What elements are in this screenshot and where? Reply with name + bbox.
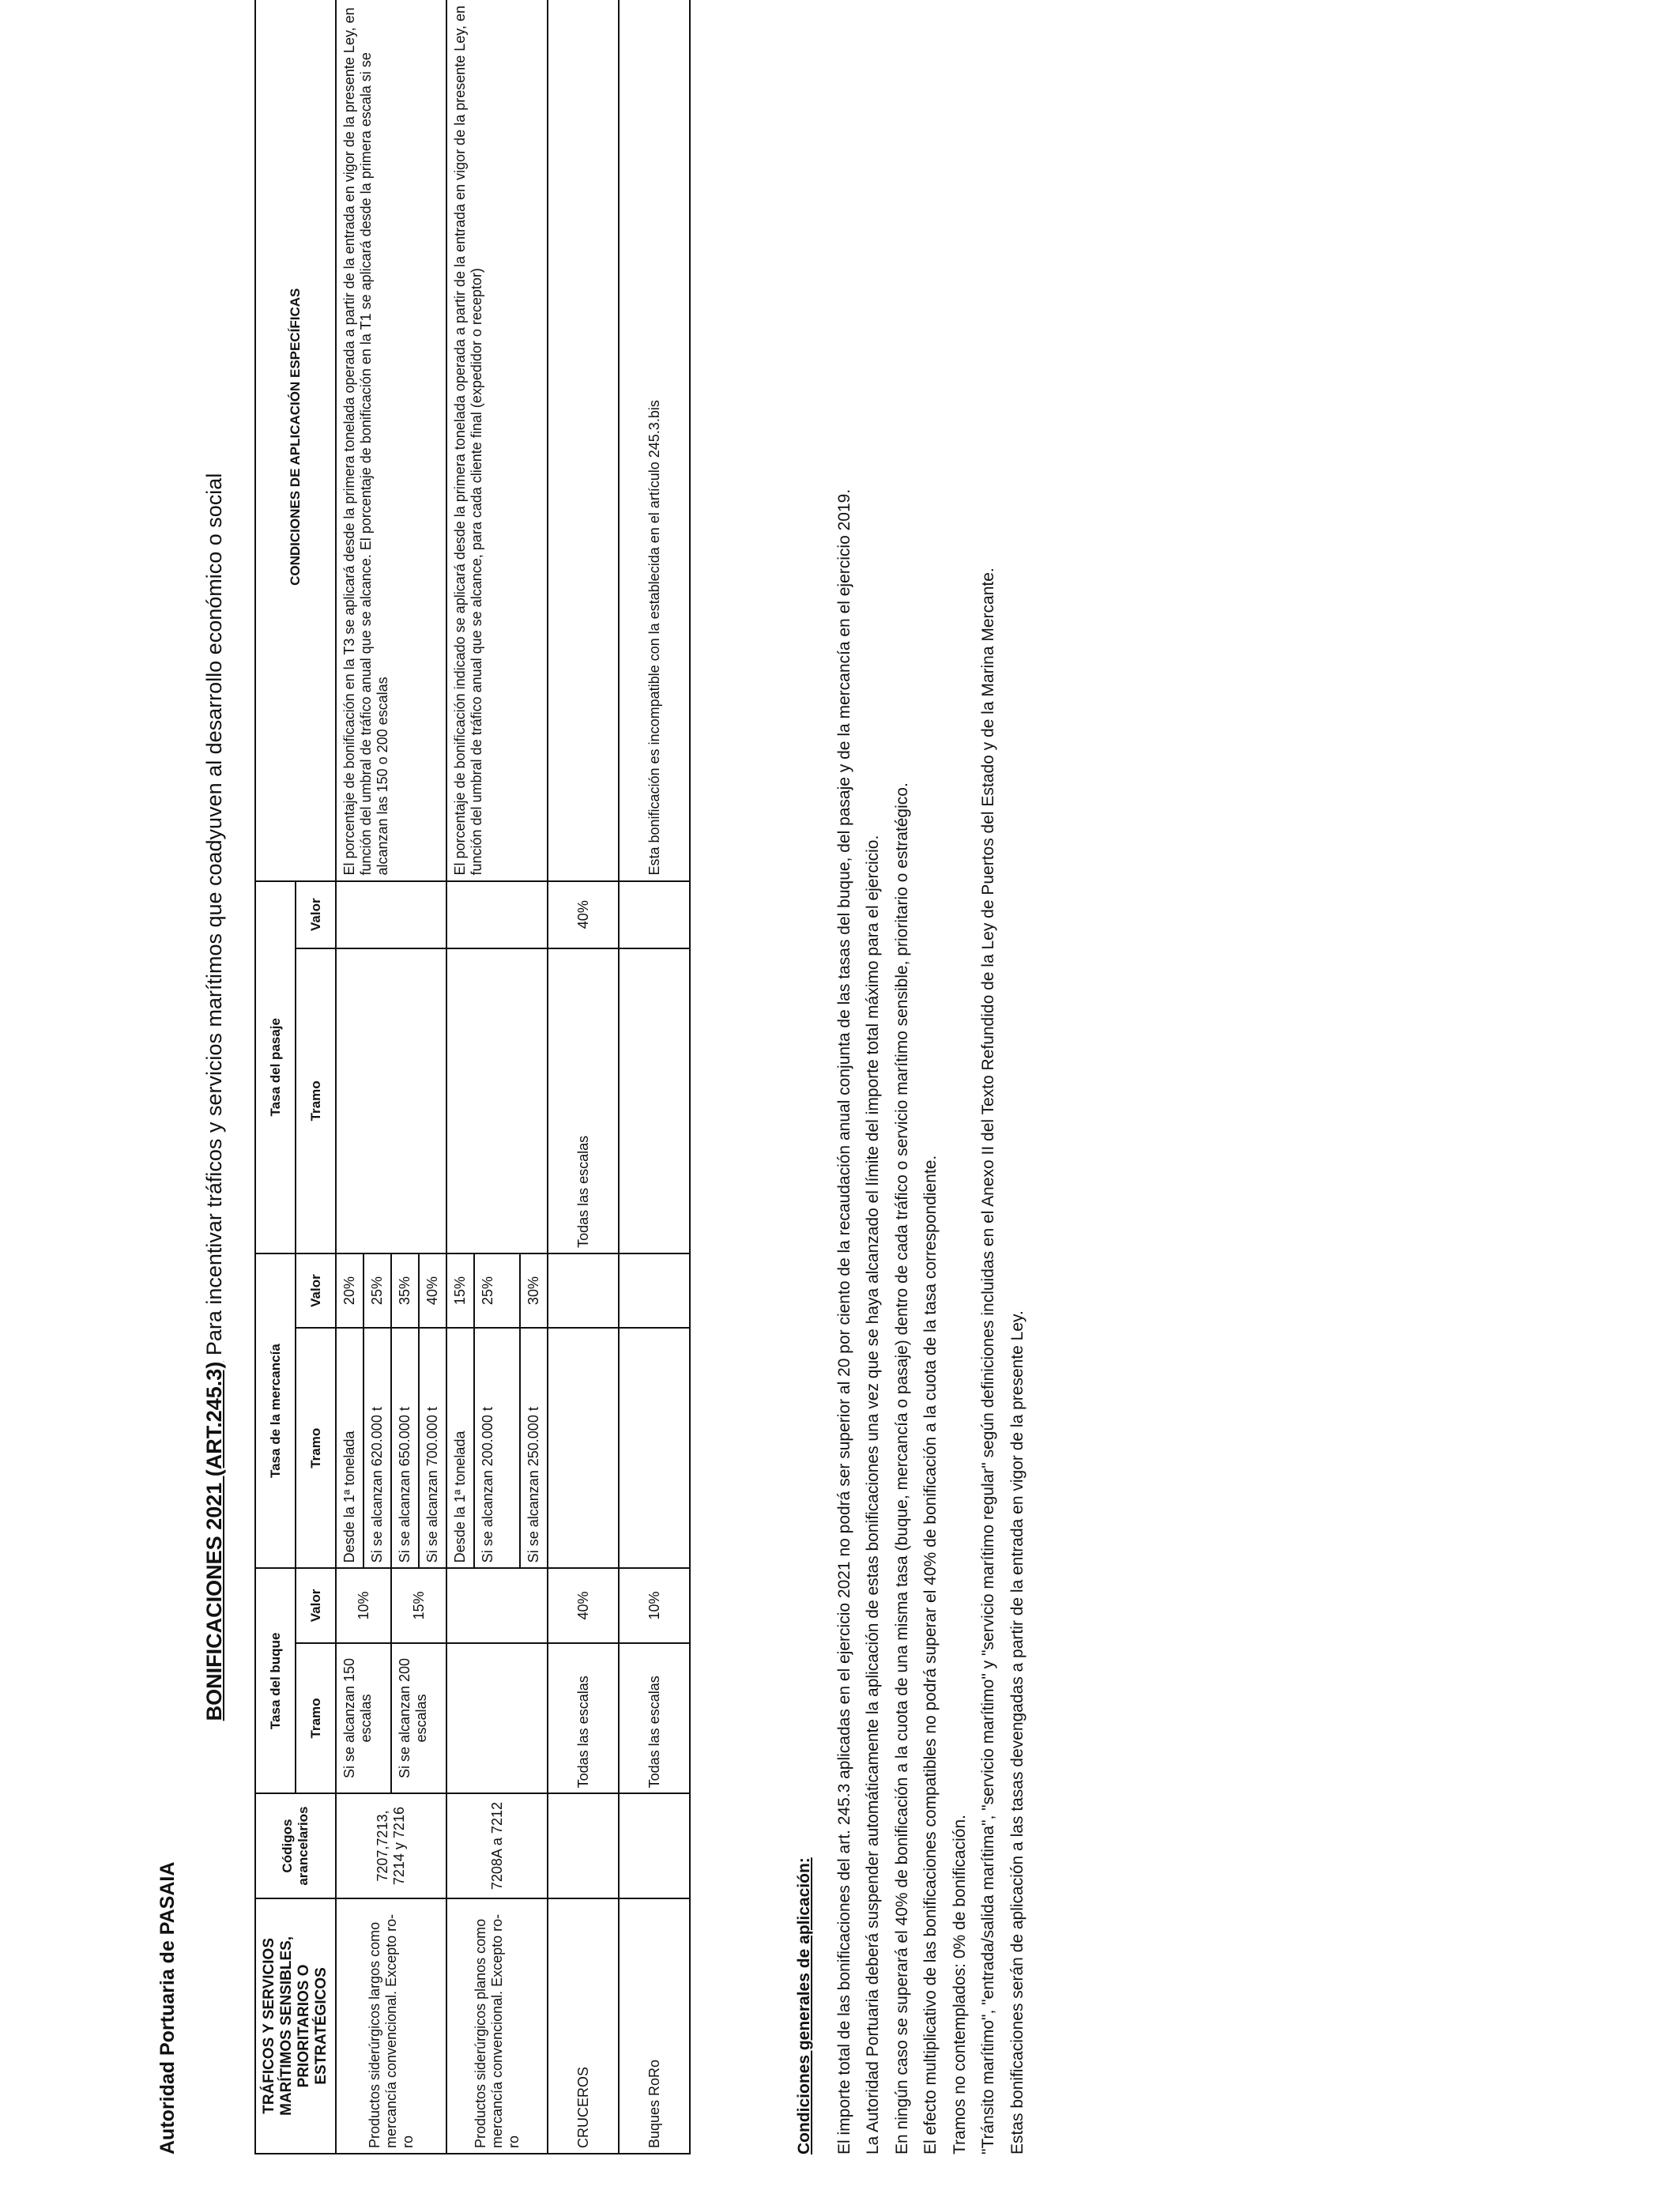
goods-tramo-cell: [548, 1328, 619, 1568]
conditions-cell: El porcentaje de bonificación indicado se aplicará desde la primera tonelada operada a partir de la entrada en vigor de la presente Ley, en función del umbral de tráfico anual que se alcance, para cada cliente final (expedidor o receptor): [446, 0, 548, 881]
ship-valor-cell: 10%: [619, 1568, 690, 1642]
header-row-1: [255, 0, 296, 2154]
goods-valor-cell: 15%: [446, 1253, 474, 1328]
passenger-valor-cell: [446, 881, 548, 948]
goods-tramo-cell: Desde la 1ª tonelada: [446, 1328, 474, 1568]
table-row: [619, 0, 690, 2154]
general-conditions: [790, 21, 1032, 2154]
ship-tramo-cell: Todas las escalas: [548, 1643, 619, 1794]
goods-tramo-cell: Si se alcanzan 250.000 t: [520, 1328, 548, 1568]
conditions-cell: [548, 0, 619, 881]
header-passenger-tramo: Tramo: [296, 948, 336, 1253]
ship-valor-cell: 10%: [336, 1568, 391, 1642]
page-title: [202, 0, 227, 2194]
ship-valor-cell: 15%: [391, 1568, 446, 1642]
goods-tramo-cell: Si se alcanzan 650.000 t: [391, 1328, 419, 1568]
goods-valor-cell: [548, 1253, 619, 1328]
goods-valor-cell: [619, 1253, 690, 1328]
table-row: [336, 0, 363, 2154]
goods-tramo-cell: Si se alcanzan 620.000 t: [363, 1328, 391, 1568]
ship-tramo-cell: [446, 1643, 548, 1794]
general-condition-line: El importe total de las bonificaciones del art. 245.3 aplicadas en el ejercicio 2021 no podrá ser superior al 20 por ciento de la recaudación anual conjunta de las tasas del buque, del pasaje y de la mercancía en el ejercicio 2019.: [834, 488, 853, 2154]
ship-valor-cell: 40%: [548, 1568, 619, 1642]
passenger-tramo-cell: Todas las escalas: [548, 948, 619, 1253]
header-traffic: TRÁFICOS Y SERVICIOS MARÍTIMOS SENSIBLES, PRIORITARIOS O ESTRATÉGICOS: [255, 1898, 336, 2154]
traffic-cell: Buques RoRo: [619, 1898, 690, 2154]
general-condition-line: La Autoridad Portuaria deberá suspender automáticamente la aplicación de estas bonificaciones una vez que se haya alcanzado el límite del importe total máximo para el ejercicio.: [864, 835, 882, 2154]
goods-tramo-cell: Si se alcanzan 200.000 t: [474, 1328, 520, 1568]
general-conditions-heading: Condiciones generales de aplicación:: [795, 1857, 813, 2154]
authority-name: Autoridad Portuaria de PASAIA: [156, 1861, 179, 2154]
general-condition-line: Tramos no contemplados: 0% de bonificación.: [950, 1815, 969, 2154]
goods-valor-cell: 30%: [520, 1253, 548, 1328]
codes-cell: [548, 1793, 619, 1898]
goods-valor-cell: 25%: [363, 1253, 391, 1328]
ship-tramo-cell: Todas las escalas: [619, 1643, 690, 1794]
header-goods-fee: Tasa de la mercancía: [255, 1253, 296, 1568]
header-ship-valor: Valor: [296, 1568, 336, 1642]
traffic-cell: CRUCEROS: [548, 1898, 619, 2154]
header-passenger-fee: Tasa del pasaje: [255, 881, 296, 1253]
table-row: [548, 0, 619, 2154]
title-rest: Para incentivar tráficos y servicios marítimos que coadyuven al desarrollo económico o social: [202, 473, 226, 1362]
passenger-valor-cell: [619, 881, 690, 948]
bonus-table: [254, 0, 691, 2154]
general-condition-line: El efecto multiplicativo de las bonificaciones compatibles no podrá superar el 40% de bonificación a la cuota de la tasa correspondiente.: [921, 1155, 940, 2154]
title-strong: BONIFICACIONES 2021 (ART.245.3): [202, 1361, 226, 1721]
general-condition-line: "Tránsito marítimo", "entrada/salida marítima", "servicio marítimo" y "servicio marítimo regular" según definiciones incluidas en el Anexo II del Texto Refundido de la Ley de Puertos del Estado y de la Marina Mercante.: [979, 567, 997, 2154]
goods-tramo-cell: Desde la 1ª tonelada: [336, 1328, 363, 1568]
codes-cell: [619, 1793, 690, 1898]
passenger-valor-cell: [336, 881, 446, 948]
goods-valor-cell: 25%: [474, 1253, 520, 1328]
header-goods-tramo: Tramo: [296, 1328, 336, 1568]
goods-valor-cell: 40%: [419, 1253, 446, 1328]
passenger-tramo-cell: [619, 948, 690, 1253]
header-passenger-valor: Valor: [296, 881, 336, 948]
general-condition-line: En ningún caso se superará el 40% de bonificación a la cuota de una misma tasa (buque, mercancía o pasaje) dentro de cada tráfico o servicio marítimo sensible, prioritario o estratégico.: [892, 782, 911, 2154]
passenger-tramo-cell: [446, 948, 548, 1253]
codes-cell: 7207,7213, 7214 y 7216: [336, 1793, 446, 1898]
header-codes: Códigos arancelarios: [255, 1793, 336, 1898]
header-ship-tramo: Tramo: [296, 1643, 336, 1794]
traffic-cell: Productos siderúrgicos planos como mercancía convencional. Excepto ro-ro: [446, 1898, 548, 2154]
ship-valor-cell: [446, 1568, 548, 1642]
passenger-tramo-cell: [336, 948, 446, 1253]
ship-tramo-cell: Si se alcanzan 150 escalas: [336, 1643, 391, 1794]
goods-valor-cell: 20%: [336, 1253, 363, 1328]
conditions-cell: Esta bonificación es incompatible con la establecida en el artículo 245.3.bis: [619, 0, 690, 881]
header-conditions: CONDICIONES DE APLICACIÓN ESPECÍFICAS: [255, 0, 336, 881]
passenger-valor-cell: 40%: [548, 881, 619, 948]
table-row: [446, 0, 474, 2154]
traffic-cell: Productos siderúrgicos largos como mercancía convencional. Excepto ro-ro: [336, 1898, 446, 2154]
general-condition-line: Estas bonificaciones serán de aplicación a las tasas devengadas a partir de la entrada en vigor de la presente Ley.: [1008, 1310, 1026, 2154]
header-goods-valor: Valor: [296, 1253, 336, 1328]
goods-tramo-cell: Si se alcanzan 700.000 t: [419, 1328, 446, 1568]
goods-valor-cell: 35%: [391, 1253, 419, 1328]
codes-cell: 7208A a 7212: [446, 1793, 548, 1898]
goods-tramo-cell: [619, 1328, 690, 1568]
header-ship-fee: Tasa del buque: [255, 1568, 296, 1793]
conditions-cell: El porcentaje de bonificación en la T3 se aplicará desde la primera tonelada operada a partir de la entrada en vigor de la presente Ley, en función del umbral de tráfico anual que se alcance. El porcentaje de bonificación en la T1 se aplicará desde la primera escala si se alcanzan las 150 o 200 escalas: [336, 0, 446, 881]
ship-tramo-cell: Si se alcanzan 200 escalas: [391, 1643, 446, 1794]
